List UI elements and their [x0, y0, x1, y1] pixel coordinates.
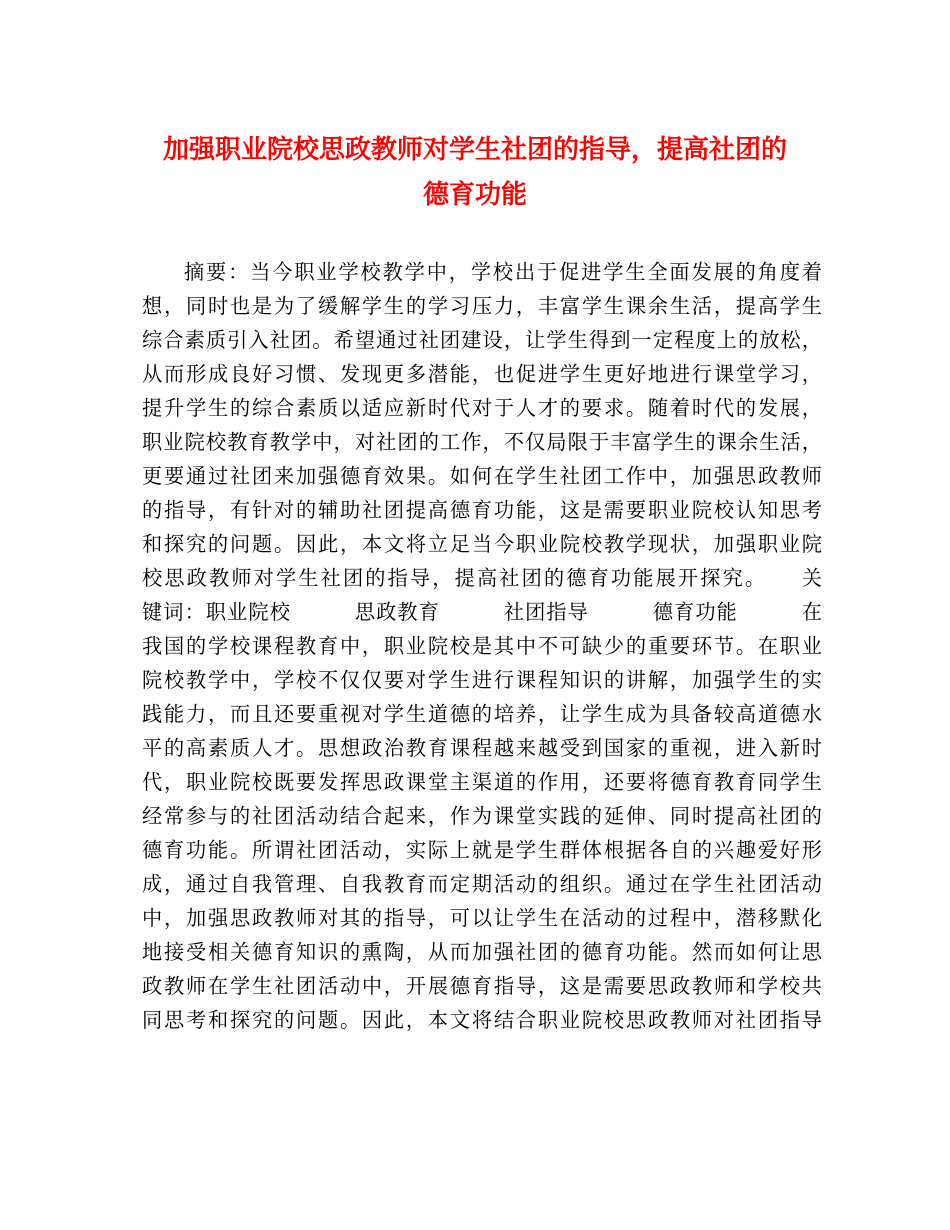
- body-line: 院校教学中，学校不仅仅要对学生进行课程知识的讲解，加强学生的实: [142, 668, 822, 692]
- document-title-line-2: 德育功能: [422, 180, 527, 210]
- body-line: 校思政教师对学生社团的指导，提高社团的德育功能展开探究。 关: [142, 566, 822, 590]
- body-line: 我国的学校课程教育中，职业院校是其中不可缺少的重要环节。在职业: [142, 634, 822, 658]
- body-line: 德育功能。所谓社团活动，实际上就是学生群体根据各自的兴趣爱好形: [142, 838, 822, 862]
- body-line: 政教师在学生社团活动中，开展德育指导，这是需要思政教师和学校共: [142, 974, 822, 998]
- body-line: 成，通过自我管理、自我教育而定期活动的组织。通过在学生社团活动: [142, 872, 822, 896]
- body-line: 职业院校教育教学中，对社团的工作，不仅局限于丰富学生的课余生活，: [142, 430, 822, 454]
- body-line: 提升学生的综合素质以适应新时代对于人才的要求。随着时代的发展，: [142, 396, 822, 420]
- document-title-line-1: 加强职业院校思政教师对学生社团的指导，提高社团的: [162, 135, 787, 165]
- body-line: 键词：职业院校 思政教育 社团指导 德育功能 在: [142, 600, 822, 624]
- body-line: 平的高素质人才。思想政治教育课程越来越受到国家的重视，进入新时: [142, 736, 822, 760]
- body-line: 地接受相关德育知识的熏陶，从而加强社团的德育功能。然而如何让思: [142, 940, 822, 964]
- body-line: 的指导，有针对的辅助社团提高德育功能，这是需要职业院校认知思考: [142, 498, 822, 522]
- body-line: 经常参与的社团活动结合起来，作为课堂实践的延伸、同时提高社团的: [142, 804, 822, 828]
- body-line: 同思考和探究的问题。因此，本文将结合职业院校思政教师对社团指导: [142, 1008, 822, 1032]
- body-line: 中，加强思政教师对其的指导，可以让学生在活动的过程中，潜移默化: [142, 906, 822, 930]
- body-line: 和探究的问题。因此，本文将立足当今职业院校教学现状，加强职业院: [142, 532, 822, 556]
- body-line: 更要通过社团来加强德育效果。如何在学生社团工作中，加强思政教师: [142, 464, 822, 488]
- body-line: 综合素质引入社团。希望通过社团建设，让学生得到一定程度上的放松，: [142, 328, 822, 352]
- body-line: 从而形成良好习惯、发现更多潜能，也促进学生更好地进行课堂学习，: [142, 362, 822, 386]
- body-line: 摘要：当今职业学校教学中，学校出于促进学生全面发展的角度着: [184, 260, 822, 284]
- body-line: 想，同时也是为了缓解学生的学习压力，丰富学生课余生活，提高学生: [142, 294, 822, 318]
- body-line: 代，职业院校既要发挥思政课堂主渠道的作用，还要将德育教育同学生: [142, 770, 822, 794]
- body-line: 践能力，而且还要重视对学生道德的培养，让学生成为具备较高道德水: [142, 702, 822, 726]
